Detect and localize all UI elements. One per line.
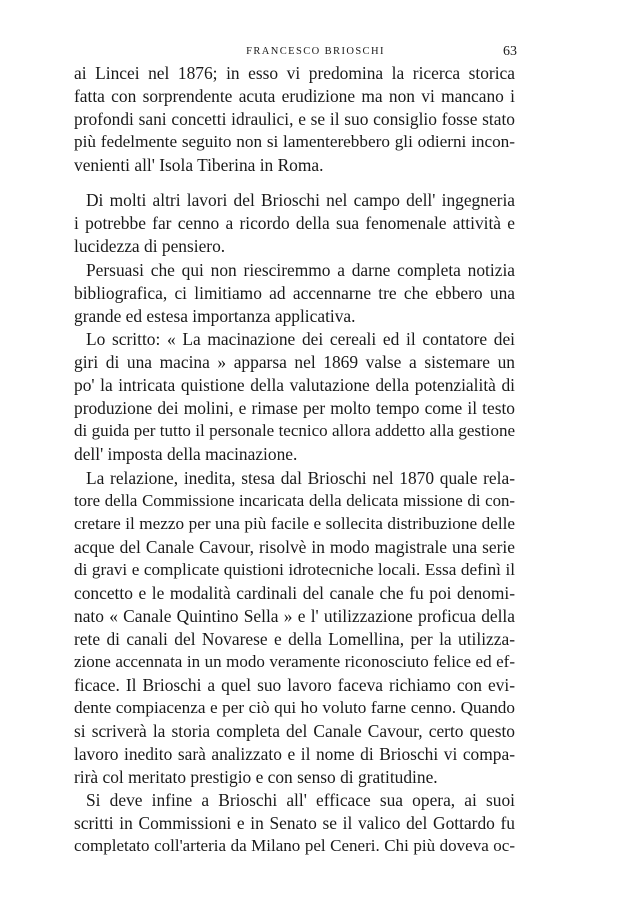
text-line: si scriverà la storia completa del Canale Cavour, certo questo [74, 721, 515, 741]
text-line: rirà col meritato prestigio e con senso di gratitudine. [74, 767, 438, 787]
text-line: lucidezza di pensiero. [74, 236, 226, 256]
text-line: fatta con sorprendente acuta erudizione ma non vi mancano i [74, 86, 515, 106]
text-line: tore della Commissione incaricata della delicata missione di con- [74, 491, 515, 510]
text-line: Si deve infine a Brioschi all' efficace sua opera, ai suoi [86, 790, 515, 810]
text-line: zione accennata in un modo veramente riconosciuto felice ed ef- [74, 652, 515, 671]
text-line: produzione dei molini, e rimase per molto tempo come il testo [74, 398, 515, 418]
text-line: po' la intricata quistione della valutazione della potenzialità di [74, 375, 515, 395]
text-line: giri di una macina » apparsa nel 1869 valse a sistemare un [74, 352, 515, 372]
text-line: lavoro inedito sarà analizzato e il nome di Brioschi vi compa- [74, 744, 515, 764]
text-line: più fedelmente seguito non si lamenterebbero gli odierni incon- [74, 132, 515, 151]
running-head [0, 44, 631, 62]
text-line: completato coll'arteria da Milano pel Ceneri. Chi più doveva oc- [74, 836, 515, 855]
text-line: nato « Canale Quintino Sella » e l' utilizzazione proficua della [74, 606, 515, 626]
text-line: rete di canali del Novarese e della Lomellina, per la utilizza- [74, 629, 515, 649]
text-line: grande ed estesa importanza applicativa. [74, 306, 356, 326]
text-line: dell' imposta della macinazione. [74, 444, 298, 464]
text-line: concetto e le modalità cardinali del canale che fu poi denomi- [74, 583, 515, 603]
text-line: Di molti altri lavori del Brioschi nel campo dell' ingegneria [86, 190, 515, 210]
text-line: Lo scritto: « La macinazione dei cereali ed il contatore dei [86, 329, 515, 349]
text-line: di gravi e complicate quistioni idrotecniche locali. Essa definì il [74, 560, 515, 579]
text-line: venienti all' Isola Tiberina in Roma. [74, 155, 324, 175]
text-line: dente compiacenza e per ciò qui ho voluto farne cenno. Quando [74, 698, 515, 717]
text-line: La relazione, inedita, stesa dal Brioschi nel 1870 quale rela- [86, 468, 515, 488]
text-line: ai Lincei nel 1876; in esso vi predomina la ricerca storica [74, 63, 515, 83]
text-line: ficace. Il Brioschi a quel suo lavoro faceva richiamo con evi- [74, 675, 515, 695]
running-title: FRANCESCO BRIOSCHI [246, 46, 385, 57]
text-line: profondi sani concetti idraulici, e se il suo consiglio fosse stato [74, 109, 515, 129]
page-number: 63 [503, 44, 517, 59]
text-line: cretare il mezzo per una più facile e sollecita distribuzione delle [74, 514, 515, 533]
text-line: bibliografica, ci limitiamo ad accennarne tre che ebbero una [74, 283, 515, 303]
text-line: di guida per tutto il personale tecnico allora addetto alla gestione [74, 421, 515, 440]
text-line: scritti in Commissioni e in Senato se il valico del Gottardo fu [74, 813, 515, 833]
text-line: Persuasi che qui non riesciremmo a darne completa notizia [86, 260, 515, 280]
text-line: i potrebbe far cenno a ricordo della sua fenomenale attività e [74, 213, 515, 233]
text-line: acque del Canale Cavour, risolvè in modo magistrale una serie [74, 537, 515, 557]
